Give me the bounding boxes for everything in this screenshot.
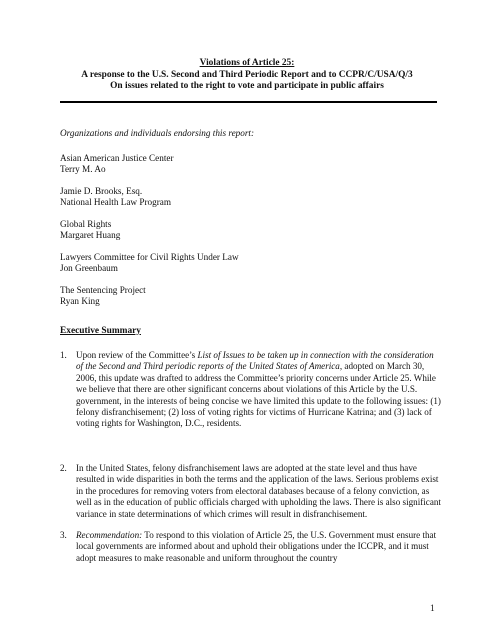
endorser-block bbox=[60, 153, 440, 175]
title-line-3: On issues related to the right to vote and participate in public affairs bbox=[110, 81, 384, 91]
endorser-org: Jamie D. Brooks, Esq. bbox=[60, 186, 143, 196]
item-text-rest: To respond to this violation of Article 25, the U.S. Government must ensure that local governments are informed about and uphold their obligations under the ICCPR, and it must adopt measures to make reasonable and uniform throughout the country bbox=[76, 530, 437, 563]
item-number: 1. bbox=[60, 350, 67, 360]
endorser-block bbox=[60, 186, 440, 208]
list-item bbox=[60, 463, 442, 520]
item-text-lead: In the United States, felony disfranchisement laws are adopted at the state level and thus have resulted in wide disparities in both the terms and the application of the laws. Serious problems exist in the procedures for removing voters from electoral databases because of a felony conviction, as well as in the education of public officials charged with upholding the laws. There is also significant variance in state determinations of which crimes will result in disfranchisement. bbox=[76, 463, 441, 519]
executive-summary-heading: Executive Summary bbox=[60, 326, 141, 336]
item-text bbox=[76, 463, 442, 520]
endorser-org: Lawyers Committee for Civil Rights Under Law bbox=[60, 252, 239, 262]
item-text-rest: , adopted on March 30, 2006, this update was drafted to address the Committee’s priority concerns under Article 25. While we believe that there are other significant concerns about violations of this Article by the U.S. government, in the interests of being concise we have limited this update to the following issues: (1) felony disfranchisement; (2) loss of voting rights for victims of Hurricane Katrina; and (3) lack of voting rights for Washington, D.C., residents. bbox=[76, 361, 441, 429]
endorsers-heading: Organizations and individuals endorsing this report: bbox=[60, 128, 255, 138]
endorser-person: National Health Law Program bbox=[60, 197, 171, 207]
endorser-org: The Sentencing Project bbox=[60, 285, 146, 295]
endorser-org: Global Rights bbox=[60, 219, 112, 229]
title-line-2: A response to the U.S. Second and Third Periodic Report and to CCPR/C/USA/Q/3 bbox=[81, 69, 413, 80]
item-number: 2. bbox=[60, 463, 67, 473]
item-text bbox=[76, 350, 442, 430]
item-text-italic: List of Issues to be taken up in connection with the consideration of the Second and Third periodic reports of the United States of America bbox=[76, 350, 434, 372]
endorser-block bbox=[60, 285, 440, 307]
endorser-person: Ryan King bbox=[60, 296, 100, 306]
endorser-block bbox=[60, 252, 440, 274]
item-number: 3. bbox=[60, 530, 67, 540]
item-text-lead: Upon review of the Committee’s bbox=[76, 350, 198, 360]
endorser-block bbox=[60, 219, 440, 241]
endorser-person: Margaret Huang bbox=[60, 230, 121, 240]
item-text-italic: Recommendation: bbox=[76, 530, 143, 540]
page-number: 1 bbox=[430, 604, 435, 614]
list-item bbox=[60, 530, 442, 564]
endorser-person: Jon Greenbaum bbox=[60, 263, 118, 273]
endorser-org: Asian American Justice Center bbox=[60, 153, 174, 163]
endorser-person: Terry M. Ao bbox=[60, 164, 106, 174]
item-text bbox=[76, 530, 442, 564]
document-title bbox=[40, 58, 454, 93]
title-line-1: Violations of Article 25: bbox=[199, 58, 295, 68]
list-item bbox=[60, 350, 442, 430]
title-divider bbox=[60, 101, 437, 103]
